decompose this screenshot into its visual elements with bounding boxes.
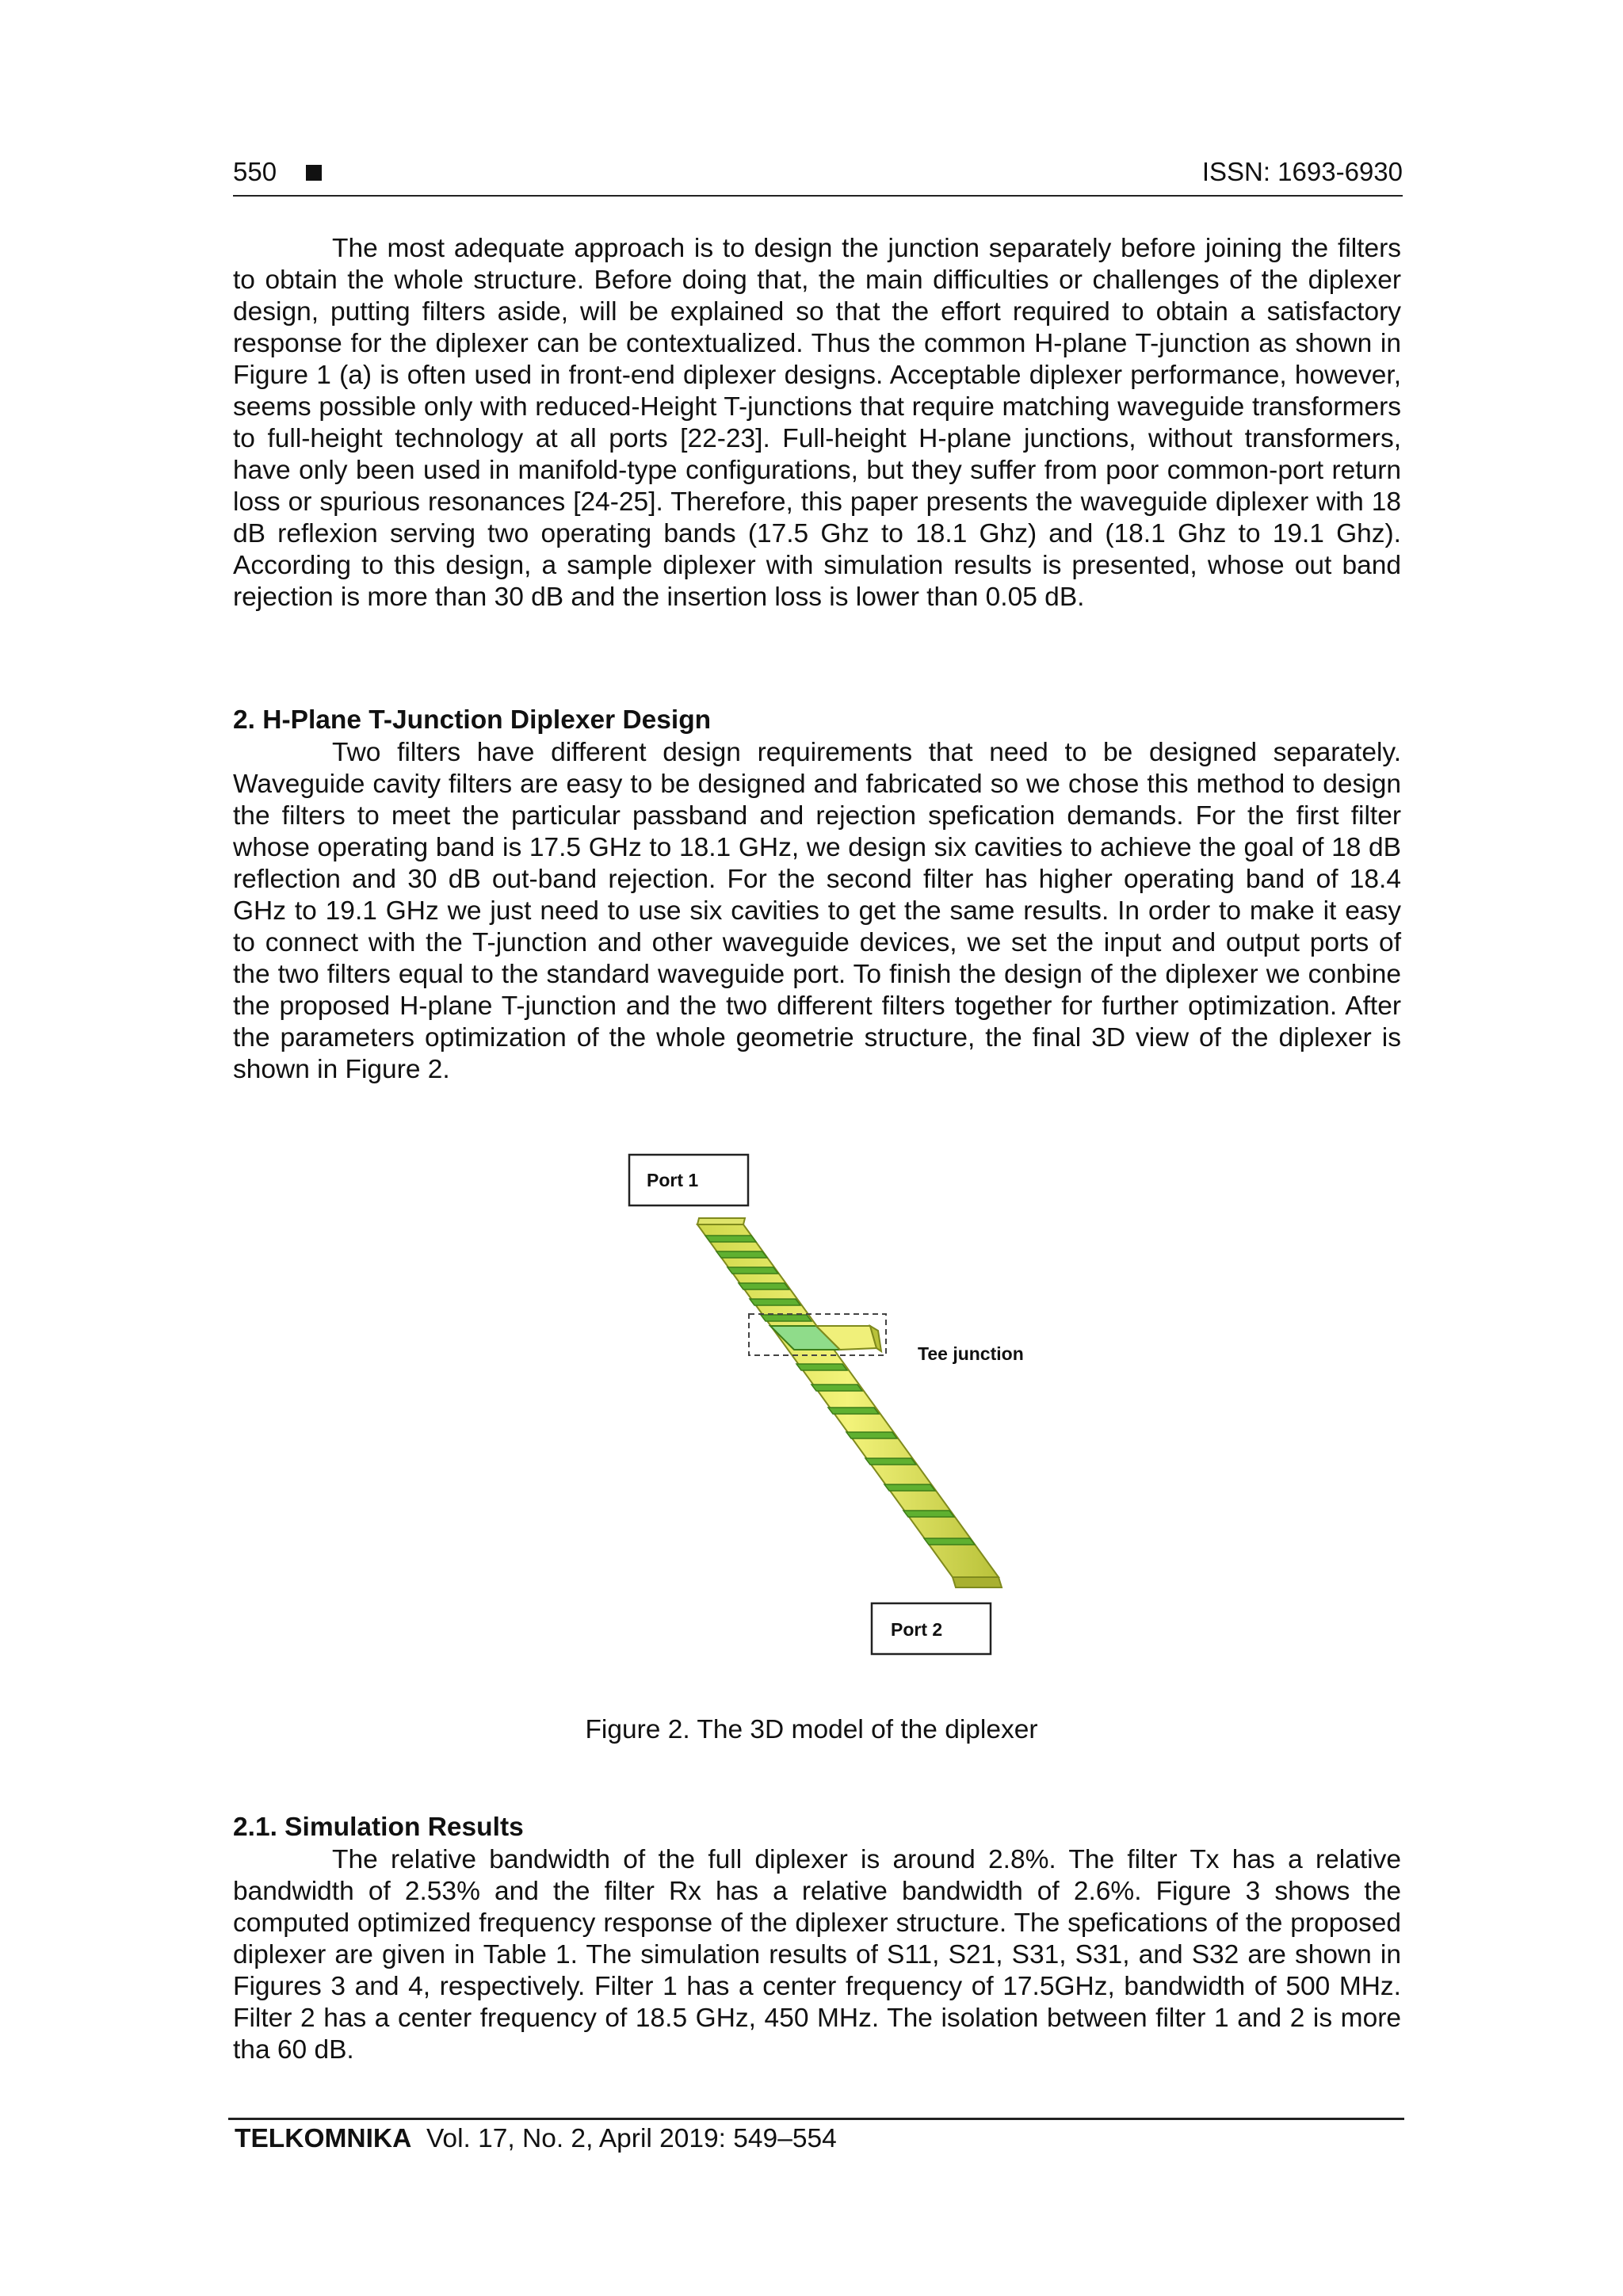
section-paragraph: Two filters have different design requirements that need to be designed separately. Waveguide cavity filters are easy to be designed and fabricated so we chose this method to design the filters to meet the particular passband and rejection spefication demands. For the first filter whose operating band is 17.5 GHz to 18.1 GHz, we design six cavities to achieve the goal of 18 dB reflection and 30 dB out-band rejection. For the second filter has higher operating band of 18.4 GHz to 19.1 GHz we just need to use six cavities to get the same results. In order to make it easy to connect with the T-junction and other waveguide devices, we set the input and output ports of the two filters equal to the standard waveguide port. To finish the design of the diplexer we conbine the proposed H-plane T-junction and the two different filters together for further optimization. After the parameters optimization of the whole geometrie structure, the final 3D view of the diplexer is shown in Figure 2. xyxy=(233,738,1401,1084)
footer xyxy=(235,2124,837,2154)
figure-caption: Figure 2. The 3D model of the diplexer xyxy=(585,1715,1038,1744)
intro-paragraph: The most adequate approach is to design the junction separately before joining the filters to obtain the whole structure. Before doing that, the main difficulties or challenges of the diplexer design, putting filters aside, will be explained so that the effort required to obtain a satisfactory response for the diplexer can be contextualized. Thus the common H-plane T-junction as shown in Figure 1 (a) is often used in front-end diplexer designs. Acceptable diplexer performance, however, seems possible only with reduced-Height T-junctions that require matching waveguide transformers to full-height technology at all ports [22-23]. Full-height H-plane junctions, without transformers, have only been used in manifold-type configurations, but they suffer from poor common-port return loss or spurious resonances [24-25]. Therefore, this paper presents the waveguide diplexer with 18 dB reflexion serving two operating bands (17.5 Ghz to 18.1 Ghz) and (18.1 Ghz to 19.1 Ghz). According to this design, a sample diplexer with simulation results is presented, whose out band rejection is more than 30 dB and the insertion loss is lower than 0.05 dB. xyxy=(233,234,1401,612)
diplexer-3d-model xyxy=(626,1153,1038,1660)
tee-junction-label: Tee junction xyxy=(918,1343,1024,1364)
port1-label: Port 1 xyxy=(647,1170,699,1190)
issn: ISSN: 1693-6930 xyxy=(1201,157,1403,186)
footer-rule xyxy=(228,2118,1404,2120)
section-heading: 2. H-Plane T-Junction Diplexer Design xyxy=(233,705,712,735)
journal-name: TELKOMNIKA xyxy=(235,2124,412,2153)
page-number: 550 xyxy=(233,157,277,186)
subsection-paragraph: The relative bandwidth of the full diplexer is around 2.8%. The filter Tx has a relative bandwidth of 2.53% and the filter Rx has a relative bandwidth of 2.6%. Figure 3 shows the computed optimized frequency response of the diplexer structure. The spefications of the proposed diplexer are given in Table 1. The simulation results of S11, S21, S31, S31, and S32 are shown in Figures 3 and 4, respectively. Filter 1 has a center frequency of 17.5GHz, bandwidth of 500 MHz. Filter 2 has a center frequency of 18.5 GHz, 450 MHz. The isolation between filter 1 and 2 is more tha 60 dB. xyxy=(233,1845,1401,2065)
journal-citation: Vol. 17, No. 2, April 2019: 549–554 xyxy=(426,2124,837,2153)
port2-label: Port 2 xyxy=(891,1619,943,1640)
header-square-icon xyxy=(306,165,322,181)
subsection-heading: 2.1. Simulation Results xyxy=(233,1813,524,1842)
diplexer-figure xyxy=(626,1153,1038,1660)
page-header xyxy=(233,155,1403,197)
